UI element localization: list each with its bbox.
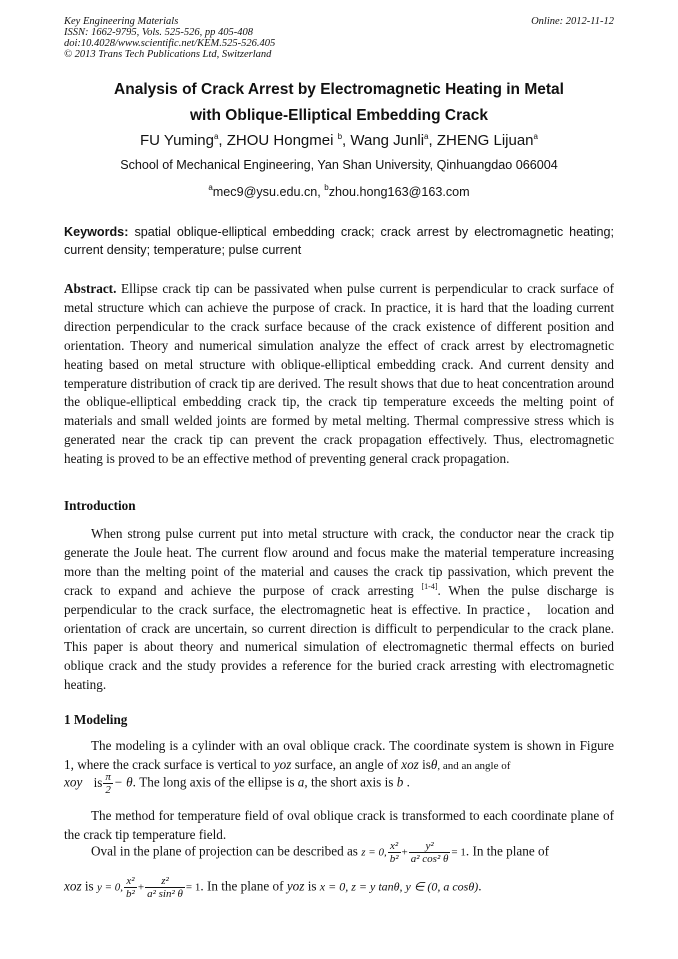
online-date: Online: 2012-11-12 [531,16,614,27]
keywords [64,223,614,259]
equation-x-b-2: $\frac{\text{x²}}{\text{b²}}$ [126,875,135,900]
author-3: , Wang Junli [342,132,425,149]
modeling-heading: 1 Modeling [64,712,128,727]
email-a: mec9@ysu.edu.cn, [212,185,325,199]
abstract-label: Abstract. [64,281,117,296]
email-b: zhou.hong163@163.com [328,185,470,199]
modeling-line-4: Oval in the plane of projection can be described as z = 0, $\frac{\text{x²}}{\text{b²}}$ + $\frac{\text{y²}}{\text{a² cos² θ}}$ = 1. In the plane of [91,840,550,865]
title-line-1: Analysis of Crack Arrest by Electromagnetic Heating in Metal [114,81,564,98]
equation-x-b: $\frac{\text{x²}}{\text{b²}}$ [389,840,399,865]
issn-line: ISSN: 1662-9795, Vols. 525-526, pp 405-408 [64,27,253,38]
author-4: , ZHENG Lijuan [428,132,534,149]
abstract-text: Ellipse crack tip can be passivated when pulse current is perpendicular to crack surface of metal structure which can achieve the purpose of crack. In practice, it is hard that the loading current direction perpendicular to the crack surface because of the crack existence of different position and orientation. Theory and numerical simulation analyze the effect of crack arrest by electromagnetic heating based on metal structure with oblique-elliptical embedding crack. And current density and temperature distribution of crack tip are derived. The result shows that due to heat concentration around the oblique-elliptical embedding crack tip, the crack tip temperature exceeds the melting point of materials and small welded joints are formed by metal melting. Thermal compressive stress which is generated near the crack tip can prevent the crack propagation effectively. Thus, electromagnetic heating is proved to be an effective method of preventing general crack propagation. [64,281,614,467]
modeling-paragraph-3: The method for temperature field of oval oblique crack is transformed to each coordinate plane of the crack tip temperature field. [64,808,614,842]
affiliation: School of Mechanical Engineering, Yan Shan University, Qinhuangdao 066004 [120,158,558,172]
introduction-heading: Introduction [64,498,136,513]
copyright-line: © 2013 Trans Tech Publications Ltd, Switzerland [64,49,272,60]
author-2: , ZHOU Hongmei [218,132,338,149]
emails: $^a$mec9@ysu.edu.cn, $^b$zhou.hong163@163.com [208,183,470,199]
modeling-line-2: xoy is $\frac{\pi}{2}$ − θ. The long axis of the ellipse is a, the short axis is b . [64,771,410,796]
modeling-paragraph-1: The modeling is a cylinder with an oval oblique crack. The coordinate system is shown in Figure 1, where the crack surface is vertical to yoz surface, an angle of xoz isθ, and an angle of [64,738,614,772]
keywords-label: Keywords: [64,225,129,239]
journal-name: Key Engineering Materials [64,16,179,27]
equation-z-asin: $\frac{\text{z²}}{\text{a² sin² θ}}$ [147,875,183,900]
abstract [64,280,614,469]
author-1: FU Yuming [140,132,214,149]
introduction-paragraph: When strong pulse current put into metal structure with crack, the conductor near the crack tip generate the Joule heat. The current flow around and focus make the material temperature increasing more than the melting point of the material and causes the crack tip passivation, which prevent the crack to expand and achieve the purpose of crack arresting [1-4]. When the pulse discharge is perpendicular to the crack surface, the electromagnetic heat is effective. In practice， location and orientation of crack are uncertain, so current direction is difficult to perpendicular to the crack plane. This paper is about theory and numerical simulation of electromagnetic thermal effects on buried oblique crack and the study provides a reference for the buried crack arresting with electromagnetic heating. [64,526,614,693]
modeling-line-5: xoz is y = 0, $\frac{\text{x²}}{\text{b²}}$ + $\frac{\text{z²}}{\text{a² sin² θ}}$ = 1. In the plane of yoz is x = 0, z = y tanθ, y ∈ (0, a cosθ). [64,875,482,900]
keywords-text: spatial oblique-elliptical embedding crack; crack arrest by electromagnetic heating; current density; temperature; pulse current [64,225,614,257]
authors: FU Yuming$^a$, ZHOU Hongmei $^b$, Wang Junli$^a$, ZHENG Lijuan$^a$ [140,132,538,149]
equation-y-acos: $\frac{\text{y²}}{\text{a² cos² θ}}$ [410,840,449,865]
citation-ref: [1-4] [421,581,438,591]
title-line-2: with Oblique-Elliptical Embedding Crack [190,107,488,124]
pi-over-two: $\frac{\pi}{2}$ [105,771,111,796]
doi-line: doi:10.4028/www.scientific.net/KEM.525-526.405 [64,38,276,49]
